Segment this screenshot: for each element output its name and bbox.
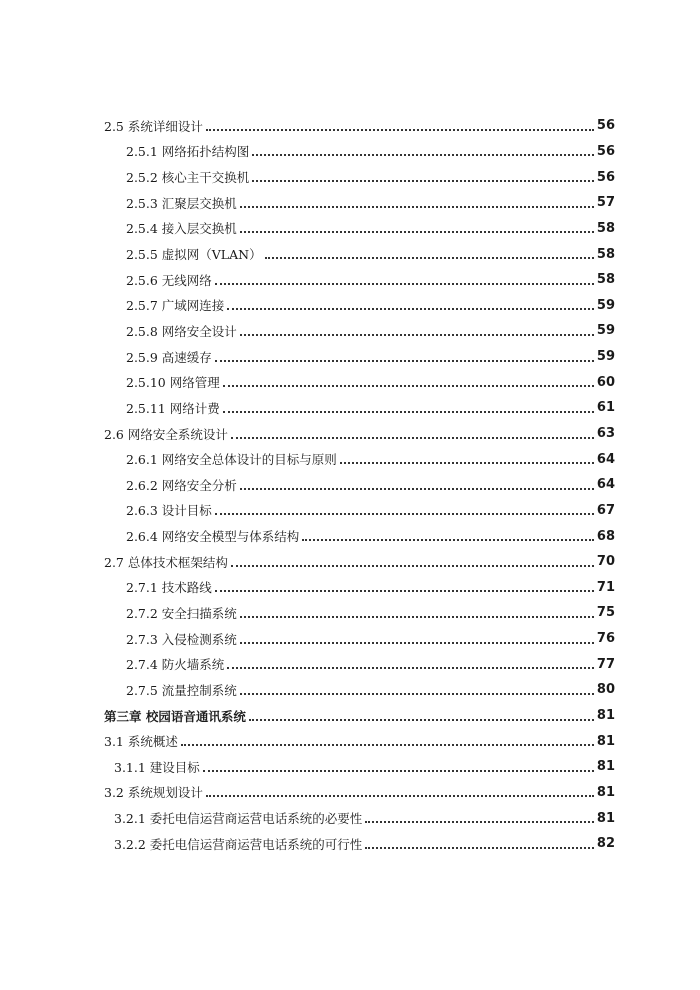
- toc-entry[interactable]: [0, 651, 700, 677]
- toc-dot-leader: [365, 847, 594, 849]
- toc-entry-page: 76: [596, 631, 615, 647]
- toc-entry-page: 81: [596, 708, 615, 724]
- toc-entry-page: 64: [596, 451, 615, 467]
- toc-entry-page: 71: [596, 579, 615, 595]
- toc-entry[interactable]: [0, 575, 700, 601]
- toc-dot-leader: [231, 437, 594, 439]
- toc-entry-title: 2.5.2 核心主干交换机: [126, 170, 250, 186]
- toc-dot-leader: [240, 488, 594, 490]
- toc-dot-leader: [252, 180, 594, 182]
- toc-entry-page: 59: [596, 349, 615, 365]
- toc-entry-title: 2.5.3 汇聚层交换机: [126, 195, 237, 211]
- toc-dot-leader: [240, 334, 594, 336]
- toc-entry-title: 2.5.4 接入层交换机: [126, 221, 237, 237]
- toc-entry[interactable]: [0, 267, 700, 293]
- toc-entry-title: 2.7.3 入侵检测系统: [126, 631, 237, 647]
- toc-entry[interactable]: [0, 600, 700, 626]
- toc-entry-title: 第三章 校园语音通讯系统: [104, 708, 246, 724]
- toc-entry-page: 80: [596, 682, 615, 698]
- toc-entry[interactable]: [0, 703, 700, 729]
- toc-entry-title: 2.5.9 高速缓存: [126, 349, 212, 365]
- toc-entry-page: 56: [596, 118, 615, 134]
- toc-entry-page: 58: [596, 246, 615, 262]
- toc-entry[interactable]: [0, 139, 700, 165]
- toc-dot-leader: [203, 770, 594, 772]
- toc-entry[interactable]: [0, 216, 700, 242]
- toc-entry-title: 2.7.1 技术路线: [126, 580, 212, 596]
- toc-dot-leader: [181, 744, 594, 746]
- toc-entry-title: 2.5.5 虚拟网（VLAN）: [126, 247, 262, 263]
- toc-entry-page: 56: [596, 169, 615, 185]
- toc-entry[interactable]: [0, 472, 700, 498]
- toc-entry-title: 2.6.4 网络安全模型与体系结构: [126, 529, 300, 545]
- toc-dot-leader: [231, 565, 594, 567]
- toc-dot-leader: [227, 308, 594, 310]
- toc-entry[interactable]: [0, 805, 700, 831]
- toc-dot-leader: [215, 590, 594, 592]
- toc-entry-page: 81: [596, 759, 615, 775]
- toc-dot-leader: [240, 616, 594, 618]
- toc-entry-title: 2.6.3 设计目标: [126, 503, 212, 519]
- toc-entry[interactable]: [0, 831, 700, 857]
- toc-entry[interactable]: [0, 677, 700, 703]
- toc-entry-page: 59: [596, 323, 615, 339]
- toc-dot-leader: [252, 154, 594, 156]
- toc-entry[interactable]: [0, 754, 700, 780]
- toc-entry-title: 3.1 系统概述: [104, 734, 178, 750]
- toc-dot-leader: [223, 411, 594, 413]
- toc-entry-page: 81: [596, 810, 615, 826]
- toc-entry-title: 2.6.1 网络安全总体设计的目标与原则: [126, 452, 337, 468]
- toc-entry[interactable]: [0, 318, 700, 344]
- toc-entry[interactable]: [0, 498, 700, 524]
- toc-dot-leader: [265, 257, 594, 259]
- toc-dot-leader: [215, 283, 594, 285]
- toc-entry-title: 2.5.11 网络计费: [126, 400, 220, 416]
- toc-entry-title: 3.1.1 建设目标: [114, 759, 200, 775]
- toc-entry-page: 77: [596, 656, 615, 672]
- toc-dot-leader: [227, 667, 594, 669]
- toc-entry[interactable]: [0, 549, 700, 575]
- toc-entry-page: 68: [596, 528, 615, 544]
- toc-entry-page: 57: [596, 195, 615, 211]
- toc-dot-leader: [240, 693, 594, 695]
- toc-entry[interactable]: [0, 164, 700, 190]
- toc-entry-page: 63: [596, 426, 615, 441]
- toc-entry[interactable]: [0, 728, 700, 754]
- toc-entry[interactable]: [0, 344, 700, 370]
- toc-entry[interactable]: [0, 626, 700, 652]
- toc-dot-leader: [215, 360, 594, 362]
- toc-entry-title: 2.7 总体技术框架结构: [104, 554, 228, 570]
- toc-entry-page: 56: [596, 143, 615, 159]
- toc-entry[interactable]: [0, 421, 700, 447]
- toc-entry-page: 81: [596, 784, 615, 800]
- toc-entry-page: 82: [596, 836, 615, 852]
- toc-dot-leader: [302, 539, 594, 541]
- toc-entry-page: 81: [596, 733, 615, 749]
- toc-entry-page: 61: [596, 400, 615, 416]
- toc-entry-title: 2.5 系统详细设计: [104, 118, 203, 134]
- toc-entry[interactable]: [0, 369, 700, 395]
- toc-entry[interactable]: [0, 780, 700, 806]
- toc-dot-leader: [365, 821, 594, 823]
- toc-entry-title: 3.2.2 委托电信运营商运营电话系统的可行性: [114, 836, 363, 852]
- toc-entry-page: 59: [596, 297, 615, 313]
- toc-dot-leader: [206, 129, 594, 131]
- toc-entry[interactable]: [0, 292, 700, 318]
- toc-dot-leader: [240, 231, 594, 233]
- toc-entry-title: 2.5.1 网络拓扑结构图: [126, 144, 250, 160]
- toc-dot-leader: [249, 719, 594, 721]
- toc-entry[interactable]: [0, 113, 700, 139]
- toc-entry-title: 2.7.2 安全扫描系统: [126, 605, 237, 621]
- toc-entry-page: 70: [596, 554, 615, 570]
- toc-entry-page: 75: [596, 605, 615, 621]
- toc-entry-page: 58: [596, 220, 615, 236]
- toc-entry-title: 2.7.5 流量控制系统: [126, 682, 237, 698]
- toc-entry-title: 3.2 系统规划设计: [104, 785, 203, 801]
- toc-dot-leader: [223, 385, 594, 387]
- toc-entry-title: 2.5.8 网络安全设计: [126, 323, 237, 339]
- toc-entry-title: 2.6.2 网络安全分析: [126, 477, 237, 493]
- toc-entry[interactable]: [0, 523, 700, 549]
- toc-entry-title: 2.6 网络安全系统设计: [104, 426, 228, 442]
- toc-dot-leader: [340, 462, 594, 464]
- toc-entry-title: 2.5.10 网络管理: [126, 375, 220, 391]
- toc-entry[interactable]: [0, 446, 700, 472]
- toc-entry-title: 2.5.6 无线网络: [126, 272, 212, 288]
- toc-entry-title: 3.2.1 委托电信运营商运营电话系统的必要性: [114, 811, 363, 827]
- toc-entry[interactable]: [0, 241, 700, 267]
- toc-entry-title: 2.5.7 广域网连接: [126, 298, 225, 314]
- toc-dot-leader: [240, 642, 594, 644]
- toc-entry-page: 67: [596, 502, 615, 518]
- toc-dot-leader: [206, 795, 594, 797]
- toc-entry-title: 2.7.4 防火墙系统: [126, 657, 225, 673]
- toc-entry-page: 60: [596, 374, 615, 390]
- toc-entry-page: 58: [596, 272, 615, 288]
- table-of-contents: [0, 113, 700, 857]
- toc-entry[interactable]: [0, 395, 700, 421]
- toc-dot-leader: [240, 206, 594, 208]
- toc-entry[interactable]: [0, 190, 700, 216]
- toc-dot-leader: [215, 513, 594, 515]
- toc-entry-page: 64: [596, 477, 615, 493]
